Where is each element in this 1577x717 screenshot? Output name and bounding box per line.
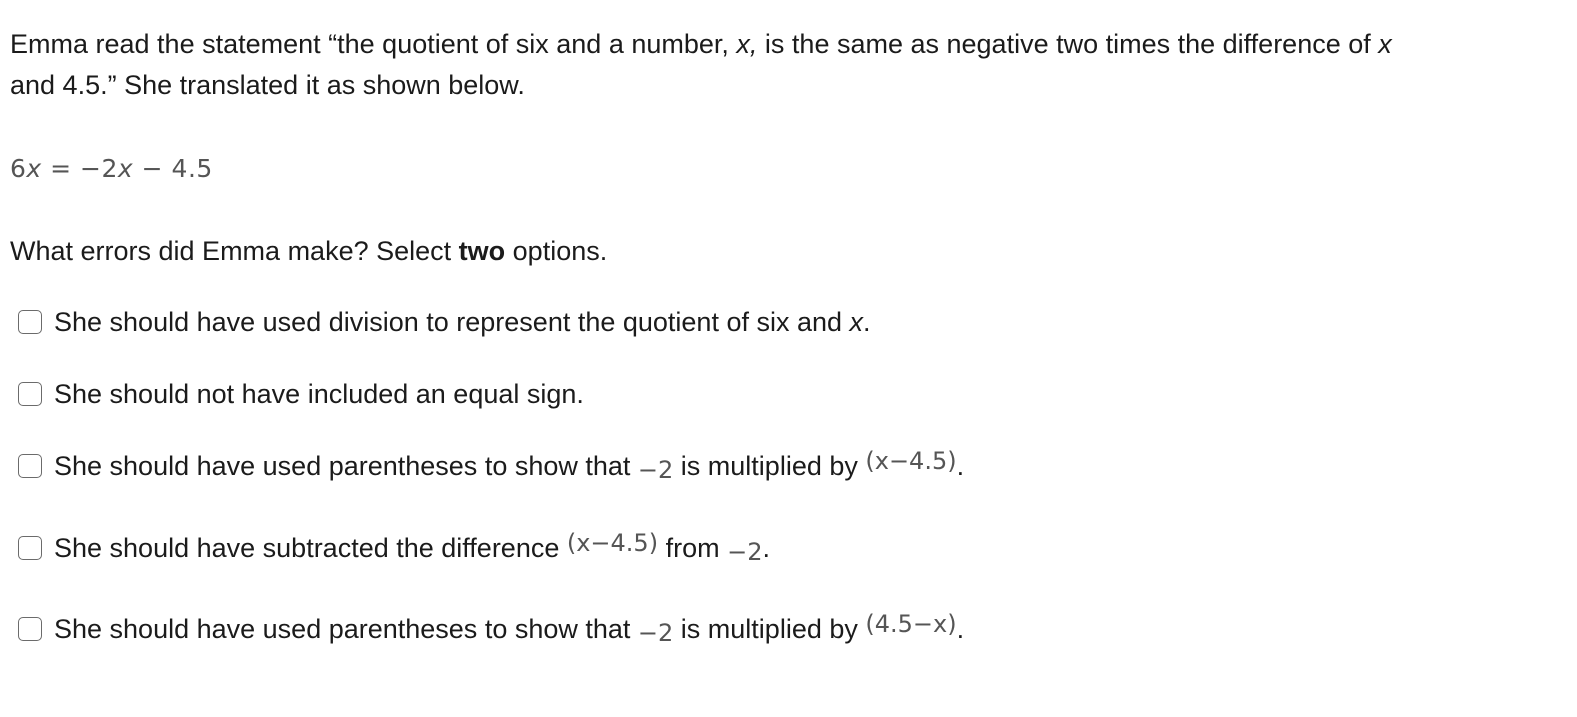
option-punct: . [863,307,871,337]
math-expression: (4.5−x) [865,609,957,638]
answer-option-3[interactable] [18,446,964,486]
math-negative-two: −2 [727,537,763,566]
prompt-variable-2: x [1378,29,1392,59]
option-label [54,304,871,340]
option-text-mid: is multiplied by [673,613,866,644]
option-punct: . [956,450,965,481]
equation-coefficient: 6 [10,154,27,183]
math-negative-two: −2 [637,455,674,484]
question-instruction [10,233,607,269]
option-text: She should have used parentheses to show that [54,450,638,481]
checkbox[interactable] [18,382,42,406]
instruction-text-2: options. [505,236,608,266]
instruction-text-1: What errors did Emma make? Select [10,236,459,266]
answer-option-5[interactable] [18,609,964,649]
checkbox[interactable] [18,536,42,560]
prompt-text-3: and 4.5.” She translated it as shown below. [10,70,525,100]
equation-variable-2: x [117,154,134,183]
checkbox[interactable] [18,617,42,641]
prompt-text-1: Emma read the statement “the quotient of six and a number, [10,29,737,59]
equation-tail: − 4.5 [133,154,213,183]
checkbox[interactable] [18,310,42,334]
option-punct: . [956,613,965,644]
prompt-variable: x, [736,29,758,59]
checkbox[interactable] [18,454,42,478]
equation-variable: x [26,154,42,183]
math-expression: (x−4.5) [566,528,659,557]
option-text: She should have used parentheses to show that [54,613,638,644]
prompt-text-2: is the same as negative two times the difference of [757,29,1379,59]
student-equation [10,154,213,183]
option-label [54,530,770,567]
answer-option-2[interactable] [18,374,584,414]
option-label [54,611,964,648]
question-prompt [10,24,1565,106]
math-expression: (x−4.5) [865,446,957,475]
option-text-mid: is multiplied by [673,450,866,481]
option-text: She should have subtracted the difference [54,532,567,563]
math-negative-two: −2 [637,618,674,647]
option-variable: x [849,307,864,337]
answer-option-4[interactable] [18,528,770,568]
answer-option-1[interactable] [18,302,871,342]
option-text: She should have used division to represent the quotient of six and [54,307,850,337]
instruction-bold: two [458,236,506,266]
option-text-mid: from [658,532,728,563]
option-punct: . [762,532,770,563]
option-label: She should not have included an equal sign. [54,379,584,409]
option-label [54,448,964,485]
equation-equals: = −2 [41,154,118,183]
